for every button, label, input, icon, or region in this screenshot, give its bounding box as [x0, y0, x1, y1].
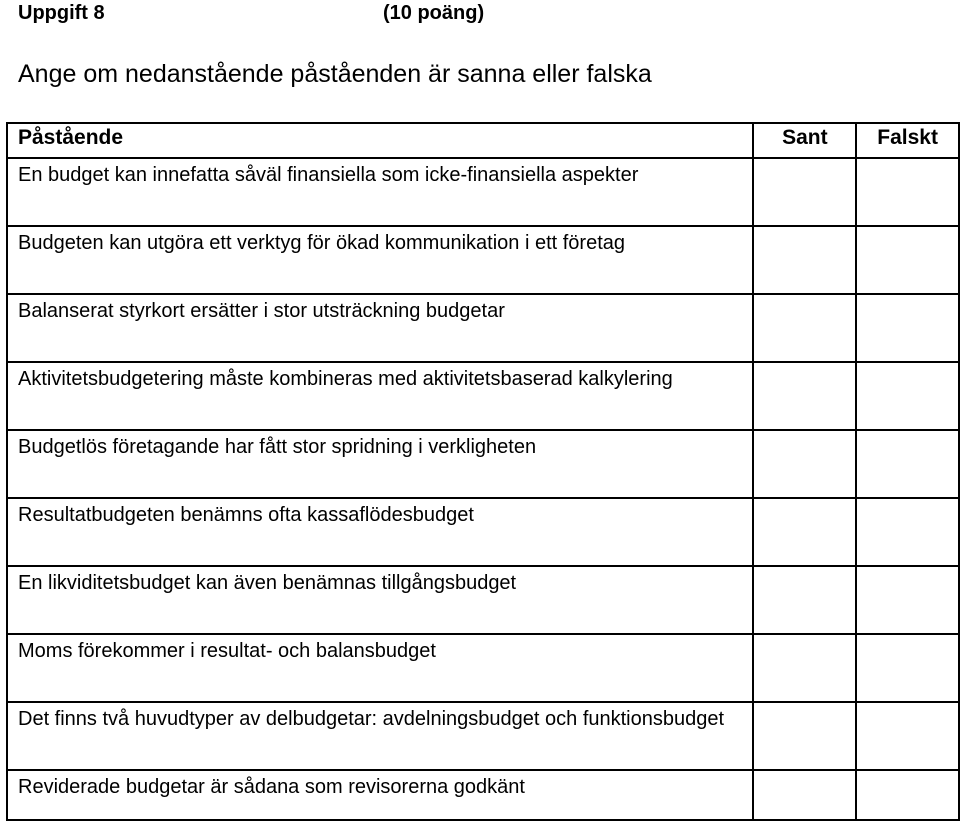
- task-points: (10 poäng): [383, 2, 485, 24]
- statement-text: En likviditetsbudget kan även benämnas tillgångsbudget: [7, 566, 753, 634]
- header-statement: Påstående: [7, 123, 753, 158]
- false-answer-box[interactable]: [856, 158, 959, 226]
- true-answer-box[interactable]: [753, 362, 856, 430]
- statement-text: Det finns två huvudtyper av delbudgetar: avdelningsbudget och funktionsbudget: [7, 702, 753, 770]
- true-answer-box[interactable]: [753, 702, 856, 770]
- false-answer-box[interactable]: [856, 430, 959, 498]
- table-row: [7, 634, 959, 702]
- table-row: [7, 362, 959, 430]
- table-header-row: [7, 123, 959, 158]
- statement-text: Moms förekommer i resultat- och balansbudget: [7, 634, 753, 702]
- table-row: [7, 498, 959, 566]
- true-answer-box[interactable]: [753, 158, 856, 226]
- false-answer-box[interactable]: [856, 702, 959, 770]
- true-answer-box[interactable]: [753, 634, 856, 702]
- table-row: [7, 770, 959, 820]
- true-answer-box[interactable]: [753, 770, 856, 820]
- statement-text: Balanserat styrkort ersätter i stor utsträckning budgetar: [7, 294, 753, 362]
- table-row: [7, 430, 959, 498]
- header-false: Falskt: [856, 123, 959, 158]
- false-answer-box[interactable]: [856, 770, 959, 820]
- table-row: [7, 702, 959, 770]
- task-title: Uppgift 8: [18, 2, 105, 24]
- statement-text: Aktivitetsbudgetering måste kombineras med aktivitetsbaserad kalkylering: [7, 362, 753, 430]
- false-answer-box[interactable]: [856, 226, 959, 294]
- task-instruction: Ange om nedanstående påståenden är sanna eller falska: [18, 60, 652, 88]
- true-answer-box[interactable]: [753, 566, 856, 634]
- table-row: [7, 158, 959, 226]
- statement-text: Budgeten kan utgöra ett verktyg för ökad kommunikation i ett företag: [7, 226, 753, 294]
- false-answer-box[interactable]: [856, 362, 959, 430]
- statement-text: Reviderade budgetar är sådana som revisorerna godkänt: [7, 770, 753, 820]
- false-answer-box[interactable]: [856, 294, 959, 362]
- table-row: [7, 566, 959, 634]
- statement-text: Budgetlös företagande har fått stor spridning i verkligheten: [7, 430, 753, 498]
- false-answer-box[interactable]: [856, 634, 959, 702]
- statement-text: Resultatbudgeten benämns ofta kassaflödesbudget: [7, 498, 753, 566]
- table-row: [7, 226, 959, 294]
- false-answer-box[interactable]: [856, 498, 959, 566]
- false-answer-box[interactable]: [856, 566, 959, 634]
- statement-table: [6, 122, 960, 821]
- statement-text: En budget kan innefatta såväl finansiella som icke-finansiella aspekter: [7, 158, 753, 226]
- true-answer-box[interactable]: [753, 498, 856, 566]
- header-true: Sant: [753, 123, 856, 158]
- table-row: [7, 294, 959, 362]
- true-answer-box[interactable]: [753, 226, 856, 294]
- true-answer-box[interactable]: [753, 430, 856, 498]
- true-answer-box[interactable]: [753, 294, 856, 362]
